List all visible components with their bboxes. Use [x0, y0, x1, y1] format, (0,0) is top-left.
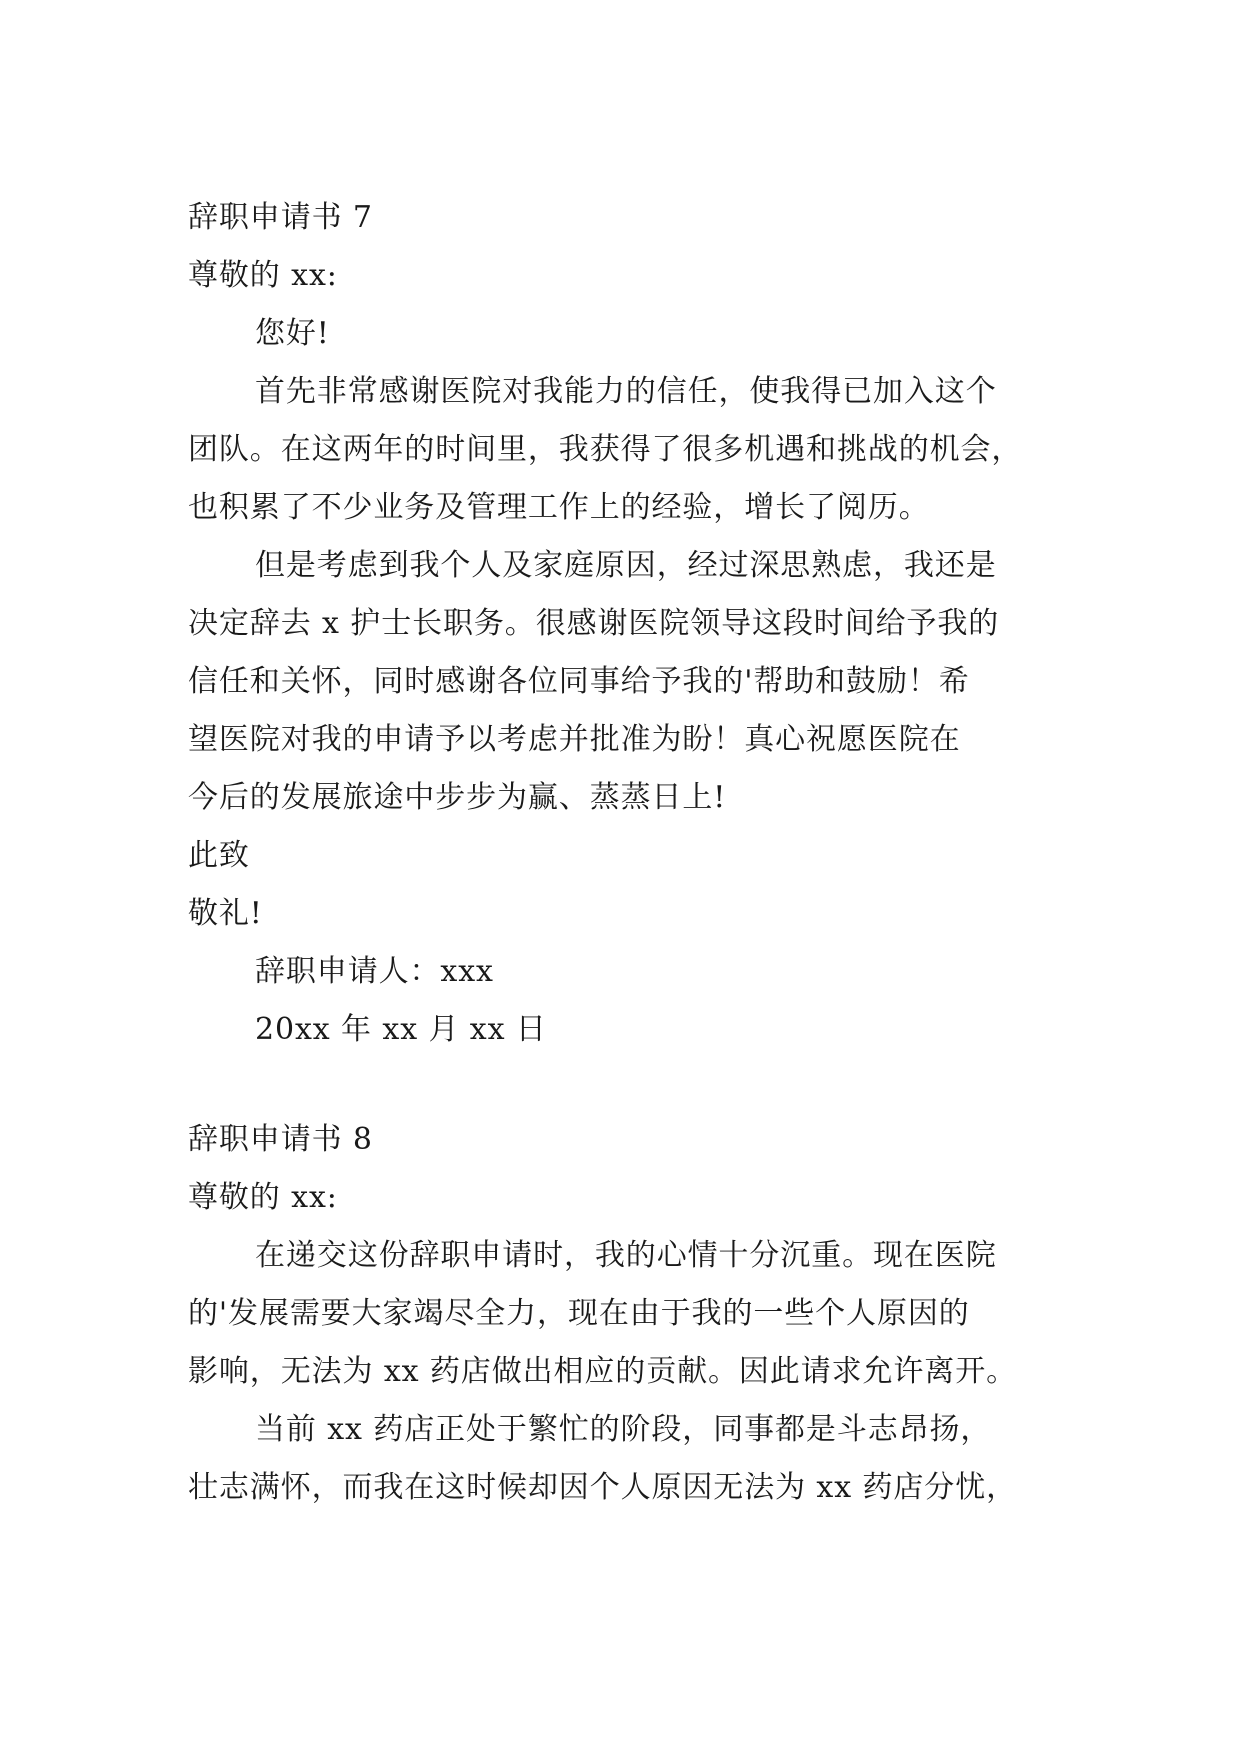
letter7-paragraph2-line1: 但是考虑到我个人及家庭原因，经过深思熟虑，我还是: [255, 548, 997, 583]
letter7-salutation: 尊敬的 xx:: [188, 258, 338, 293]
letter7-paragraph2-line2: 决定辞去 x 护士长职务。很感谢医院领导这段时间给予我的: [188, 606, 1000, 641]
letter7-date: 20xx 年 xx 月 xx 日: [255, 1012, 547, 1047]
letter8-paragraph1-line3: 影响，无法为 xx 药店做出相应的贡献。因此请求允许离开。: [188, 1354, 1018, 1389]
letter8-title: 辞职申请书 8: [188, 1122, 373, 1157]
letter8-paragraph2-line2: 壮志满怀，而我在这时候却因个人原因无法为 xx 药店分忧，: [188, 1470, 1018, 1505]
letter7-closing-line1: 此致: [188, 838, 250, 873]
letter8-salutation: 尊敬的 xx:: [188, 1180, 338, 1215]
letter7-paragraph2-line3: 信任和关怀，同时感谢各位同事给予我的'帮助和鼓励！希: [188, 664, 970, 699]
letter7-paragraph1-line3: 也积累了不少业务及管理工作上的经验，增长了阅历。: [188, 490, 930, 525]
letter7-paragraph2-line5: 今后的发展旅途中步步为赢、蒸蒸日上!: [188, 780, 727, 815]
letter7-paragraph2-line4: 望医院对我的申请予以考虑并批准为盼！真心祝愿医院在: [188, 722, 961, 757]
letter7-signer: 辞职申请人：xxx: [255, 954, 494, 989]
letter8-paragraph1-line2: 的'发展需要大家竭尽全力，现在由于我的一些个人原因的: [188, 1296, 970, 1331]
letter7-paragraph1-line2: 团队。在这两年的时间里，我获得了很多机遇和挑战的机会，: [188, 432, 1023, 467]
letter7-greeting: 您好!: [255, 316, 330, 351]
letter8-paragraph1-line1: 在递交这份辞职申请时，我的心情十分沉重。现在医院: [255, 1238, 997, 1273]
letter8-paragraph2-line1: 当前 xx 药店正处于繁忙的阶段，同事都是斗志昂扬，: [255, 1412, 992, 1447]
letter7-title: 辞职申请书 7: [188, 200, 373, 235]
letter7-paragraph1-line1: 首先非常感谢医院对我能力的信任，使我得已加入这个: [255, 374, 997, 409]
letter7-closing-line2: 敬礼!: [188, 896, 263, 931]
